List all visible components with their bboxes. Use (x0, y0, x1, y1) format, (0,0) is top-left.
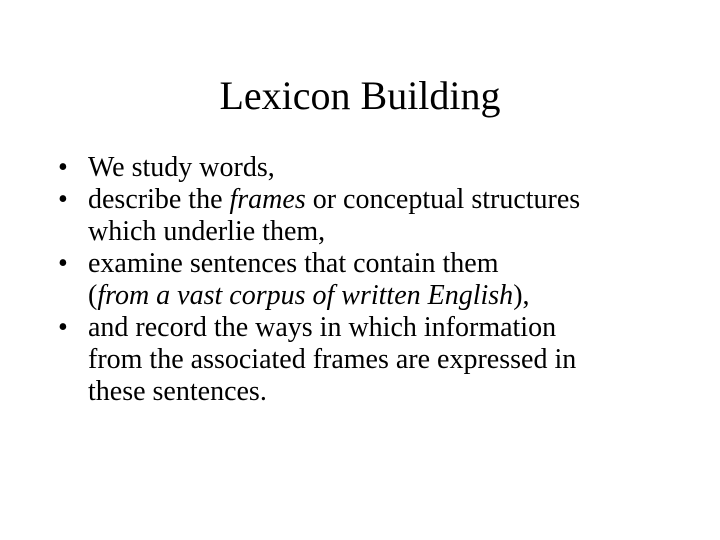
bullet-text: We study words, (88, 152, 275, 183)
bullet-text-continued: from the associated frames are expressed in (88, 344, 577, 375)
bullet-item (58, 312, 698, 408)
emphasis-text: frames (229, 184, 306, 215)
bullet-text-continued: which underlie them, (88, 216, 326, 247)
bullet-text: examine sentences that contain them (88, 248, 499, 279)
bullet-item (58, 184, 698, 248)
bullet-item (58, 152, 698, 184)
bullet-text-continued (88, 280, 698, 312)
text-segment: or conceptual structures (305, 184, 581, 215)
bullet-dot-icon: • (58, 312, 68, 343)
bullet-text: and record the ways in which information (88, 312, 557, 343)
slide-title: Lexicon Building (219, 73, 501, 118)
text-segment: ( (88, 280, 98, 311)
bullet-dot-icon: • (58, 152, 68, 183)
text-segment: describe the (88, 184, 230, 215)
emphasis-text: from a vast corpus of written English (97, 280, 514, 311)
bullet-list (58, 152, 698, 408)
bullet-text (88, 184, 698, 216)
bullet-item (58, 248, 698, 312)
bullet-text-continued: these sentences. (88, 376, 267, 407)
bullet-dot-icon: • (58, 184, 68, 215)
bullet-dot-icon: • (58, 248, 68, 279)
text-segment: ), (513, 280, 530, 311)
